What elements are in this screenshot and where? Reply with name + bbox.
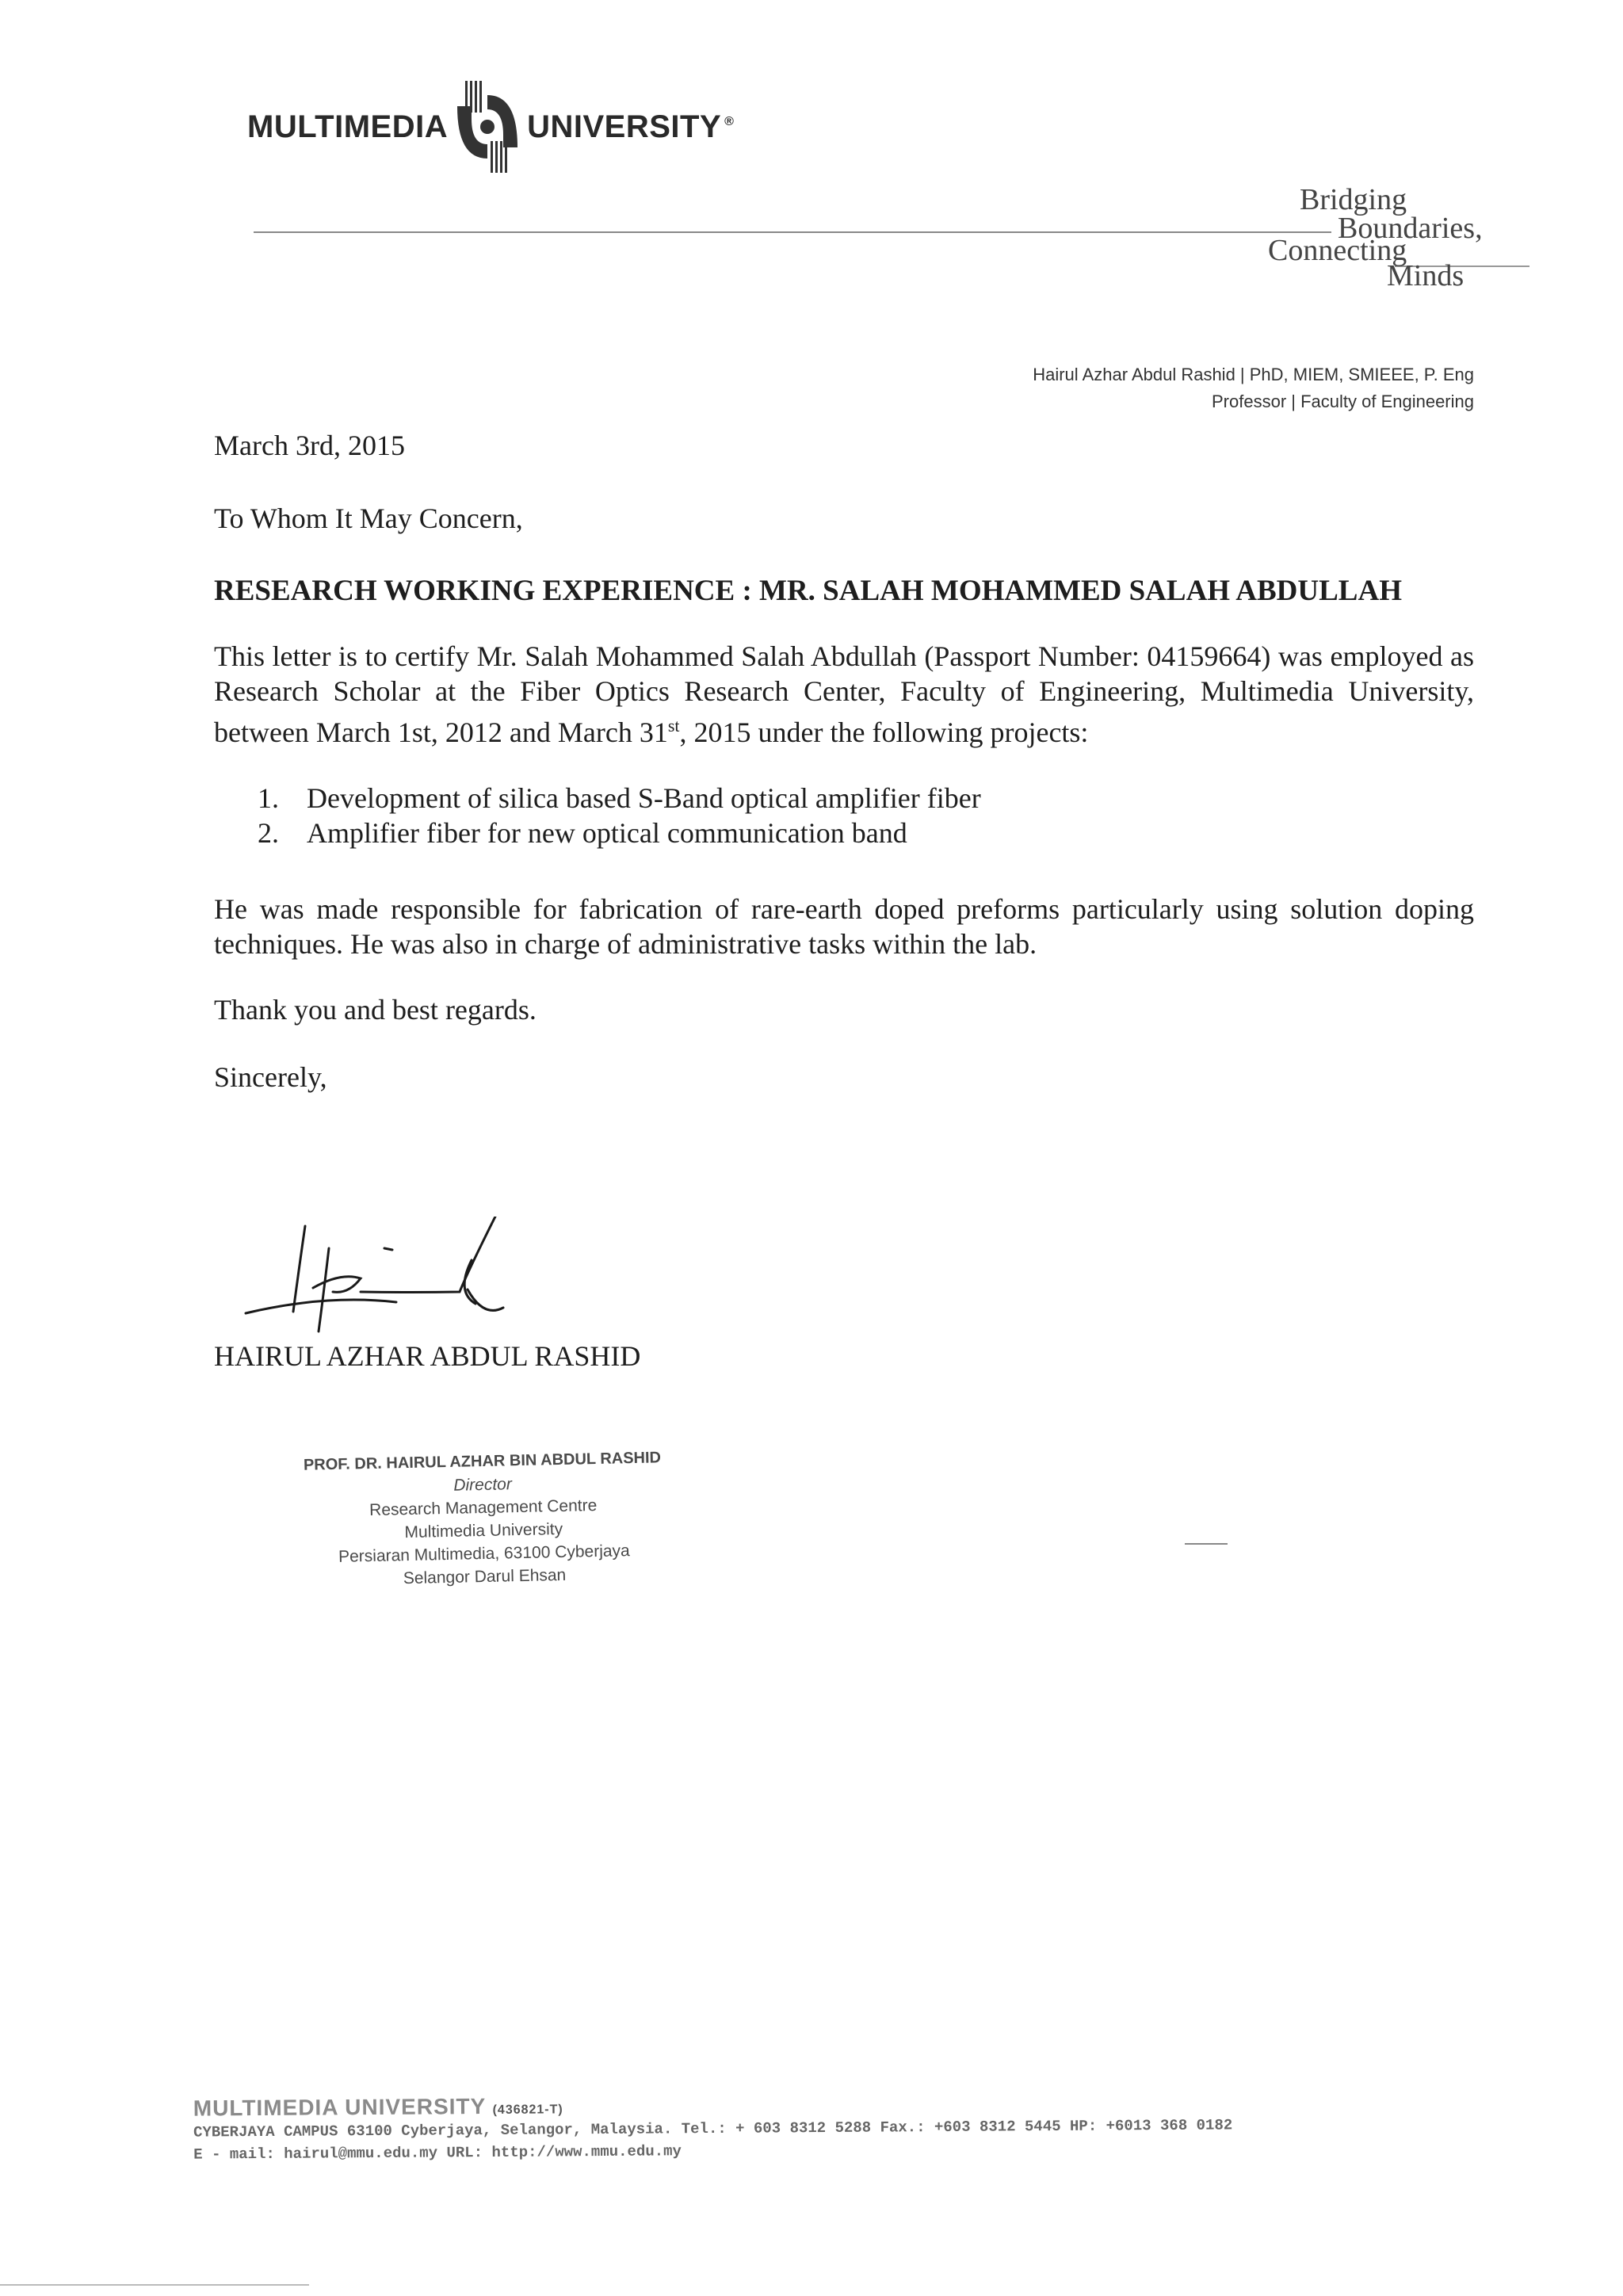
stamp-organization: Multimedia University — [404, 1519, 563, 1542]
official-stamp — [284, 1446, 683, 1592]
author-credentials: Hairul Azhar Abdul Rashid | PhD, MIEM, SMIEEE, P. Eng — [1033, 365, 1474, 384]
handwritten-signature — [230, 1217, 547, 1335]
salutation: To Whom It May Concern, — [214, 502, 523, 534]
tagline-word-1: Bridging — [1300, 183, 1407, 216]
header-divider — [254, 231, 1331, 233]
stray-mark — [1185, 1543, 1228, 1545]
certification-paragraph: This letter is to certify Mr. Salah Mohammed Salah Abdullah (Passport Number: 04159664) was employed as Research Scholar at the Fiber Optics Research Center, Faculty of Engineering, Multimedia University, between March 1st, 2012 and March 31st, 2015 under the following projects: — [214, 640, 1474, 748]
closing-line: Sincerely, — [214, 1061, 327, 1093]
stamp-address-1: Persiaran Multimedia, 63100 Cyberjaya — [338, 1541, 630, 1566]
footer-contact: CYBERJAYA CAMPUS 63100 Cyberjaya, Selangor, Malaysia. Tel.: + 603 8312 5288 Fax.: +603 8312 5445 HP: +6013 368 0182 — [193, 2116, 1233, 2141]
letterhead-footer — [193, 2088, 1233, 2165]
logo-text-right: UNIVERSITY ® — [527, 109, 735, 144]
stamp-title: Director — [453, 1475, 513, 1495]
tagline-word-4: Minds — [1387, 259, 1465, 292]
university-logo — [247, 79, 734, 174]
letter-subject: RESEARCH WORKING EXPERIENCE : MR. SALAH MOHAMMED SALAH ABDULLAH — [214, 575, 1402, 607]
tagline — [1268, 182, 1522, 301]
stamp-department: Research Management Centre — [369, 1496, 598, 1520]
footer-email-url: E - mail: hairul@mmu.edu.my URL: http://www.mmu.edu.my — [193, 2142, 682, 2164]
logo-text-left: MULTIMEDIA — [247, 109, 449, 144]
responsibilities-paragraph: He was made responsible for fabrication of rare-earth doped preforms particularly using solution doping techniques. He was also in charge of administrative tasks within the lab. — [214, 893, 1474, 960]
letter-date: March 3rd, 2015 — [214, 430, 405, 461]
project-list — [258, 781, 1446, 850]
stamp-address-2: Selangor Darul Ehsan — [403, 1565, 567, 1588]
university-emblem-icon — [454, 79, 521, 174]
footer-title: MULTIMEDIA UNIVERSITY (436821-T) — [193, 2094, 563, 2121]
signatory-name: HAIRUL AZHAR ABDUL RASHID — [214, 1340, 641, 1372]
author-info — [1033, 361, 1474, 415]
list-item: 2. Amplifier fiber for new optical communication band — [258, 817, 907, 849]
author-position: Professor | Faculty of Engineering — [1212, 392, 1474, 411]
stamp-name: PROF. DR. HAIRUL AZHAR BIN ABDUL RASHID — [303, 1449, 662, 1474]
tagline-word-2: Boundaries, — [1338, 212, 1483, 245]
bottom-edge-line — [0, 2284, 309, 2286]
list-item: 1. Development of silica based S-Band optical amplifier fiber — [258, 782, 981, 814]
thanks-line: Thank you and best regards. — [214, 994, 537, 1026]
tagline-word-3: Connecting — [1268, 234, 1407, 267]
